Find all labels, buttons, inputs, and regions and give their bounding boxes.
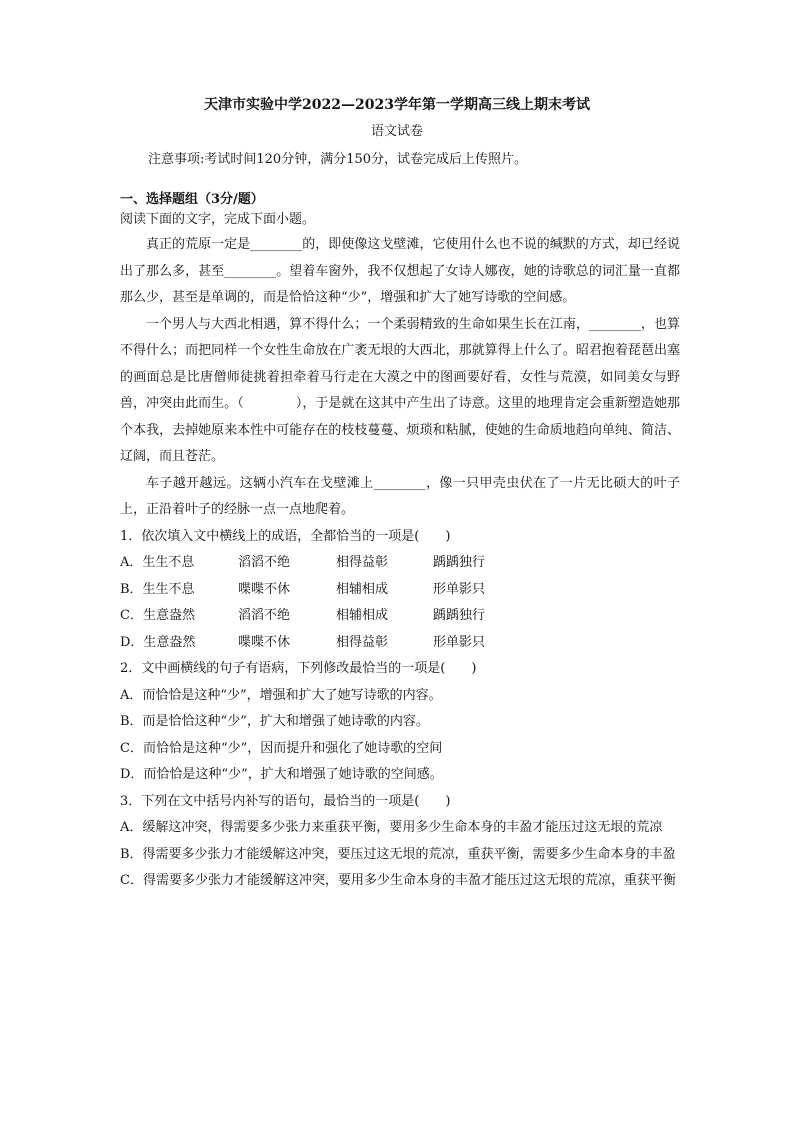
passage-paragraph-3: 车子越开越远。这辆小汽车在戈壁滩上________，像一只甲壳虫伏在了一片无比硕大的叶子上，正沿着叶子的经脉一点一点地爬着。 — [120, 475, 680, 517]
section-heading: 一、选择题组（3分/题） — [120, 192, 264, 207]
question-stem: 1．依次填入文中横线上的成语，全都恰当的一项是( ) — [120, 528, 451, 544]
question-option-b — [120, 577, 680, 604]
question-2 — [120, 656, 680, 789]
option-cell: 滔滔不绝 — [238, 608, 291, 623]
exam-content — [120, 190, 680, 895]
question-option-c — [120, 603, 680, 630]
option-cell: D．生意盎然 — [120, 634, 196, 650]
passage-paragraph-1: 真正的荒原一定是________的，即使像这戈壁滩，它使用什么也不说的缄默的方式，却已经说出了那么多，甚至________。望着车窗外，我不仅想起了女诗人娜夜，她的诗歌总的词汇量一直都那么少，甚至是单调的，而是恰恰这种“少”，增强和扩大了她写诗歌的空间感。 — [120, 237, 680, 305]
exam-title: 天津市实验中学2022—2023学年第一学期高三线上期末考试 — [204, 97, 590, 113]
question-stem: 3．下列在文中括号内补写的语句，最恰当的一项是( ) — [120, 793, 451, 809]
option-cell: A．生生不息 — [120, 555, 195, 570]
question-option-c: C．得需要多少张力才能缓解这冲突，要用多少生命本身的丰盈才能压过这无垠的荒凉，重获平衡 — [120, 873, 676, 888]
question-option-a: A．缓解这冲突，得需要多少张力来重获平衡，要用多少生命本身的丰盈才能压过这无垠的荒凉 — [120, 820, 663, 835]
option-cell: 形单影只 — [433, 581, 486, 597]
section-intro: 阅读下面的文字，完成下面小题。 — [120, 212, 316, 227]
option-cell: 喋喋不休 — [238, 634, 291, 650]
question-1 — [120, 524, 680, 657]
option-cell: 喋喋不休 — [238, 581, 291, 597]
question-option-c: C．而恰恰是这种“少”，因而提升和强化了她诗歌的空间 — [120, 740, 443, 756]
option-cell: 相辅相成 — [336, 608, 389, 623]
option-cell: 踽踽独行 — [433, 608, 486, 623]
exam-notice: 注意事项:考试时间120分钟，满分150分，试卷完成后上传照片。 — [148, 152, 528, 167]
question-option-b: B．得需要多少张力才能缓解这冲突，要压过这无垠的荒凉，重获平衡，需要多少生命本身的丰盈 — [120, 846, 676, 862]
option-cell: 相得益彰 — [336, 555, 389, 570]
option-cell: 相辅相成 — [336, 581, 389, 597]
question-option-b: B．而是恰恰这种“少”，扩大和增强了她诗歌的内容。 — [120, 714, 429, 729]
question-option-a — [120, 550, 680, 577]
question-stem: 2．文中画横线的句子有语病，下列修改最恰当的一项是( ) — [120, 661, 477, 676]
option-cell: 滔滔不绝 — [238, 555, 291, 570]
question-option-d — [120, 630, 680, 657]
option-cell: 相得益彰 — [336, 634, 389, 650]
option-cell: C．生意盎然 — [120, 608, 195, 623]
question-option-a: A．而恰恰是这种“少”，增强和扩大了她写诗歌的内容。 — [120, 687, 442, 703]
option-cell: B．生生不息 — [120, 581, 195, 597]
question-3 — [120, 789, 680, 895]
option-cell: 踽踽独行 — [433, 555, 486, 570]
question-option-d: D．而恰恰是这种“少”，扩大和增强了她诗歌的空间感。 — [120, 767, 443, 782]
passage-paragraph-2: 一个男人与大西北相遇，算不得什么；一个柔弱精致的生命如果生长在江南，________，也算不得什么；而把同样一个女性生命放在广袤无垠的大西北，那就算得上什么了。昭君抱着琵琶出塞的画面总是比唐僧师徒挑着担牵着马行走在大漠之中的图画要好看，女性与荒漠，如同美女与野兽，冲突由此而生。（ ），于是就在这其中产生出了诗意。这里的地理肯定会重新塑造她那个本我，去掉她原来本性中可能存在的枝枝蔓蔓、烦琐和粘腻，使她的生命质地趋向单纯、简洁、辽阔，而且苍茫。 — [120, 316, 680, 464]
exam-subtitle: 语文试卷 — [370, 124, 423, 139]
option-cell: 形单影只 — [433, 634, 486, 650]
